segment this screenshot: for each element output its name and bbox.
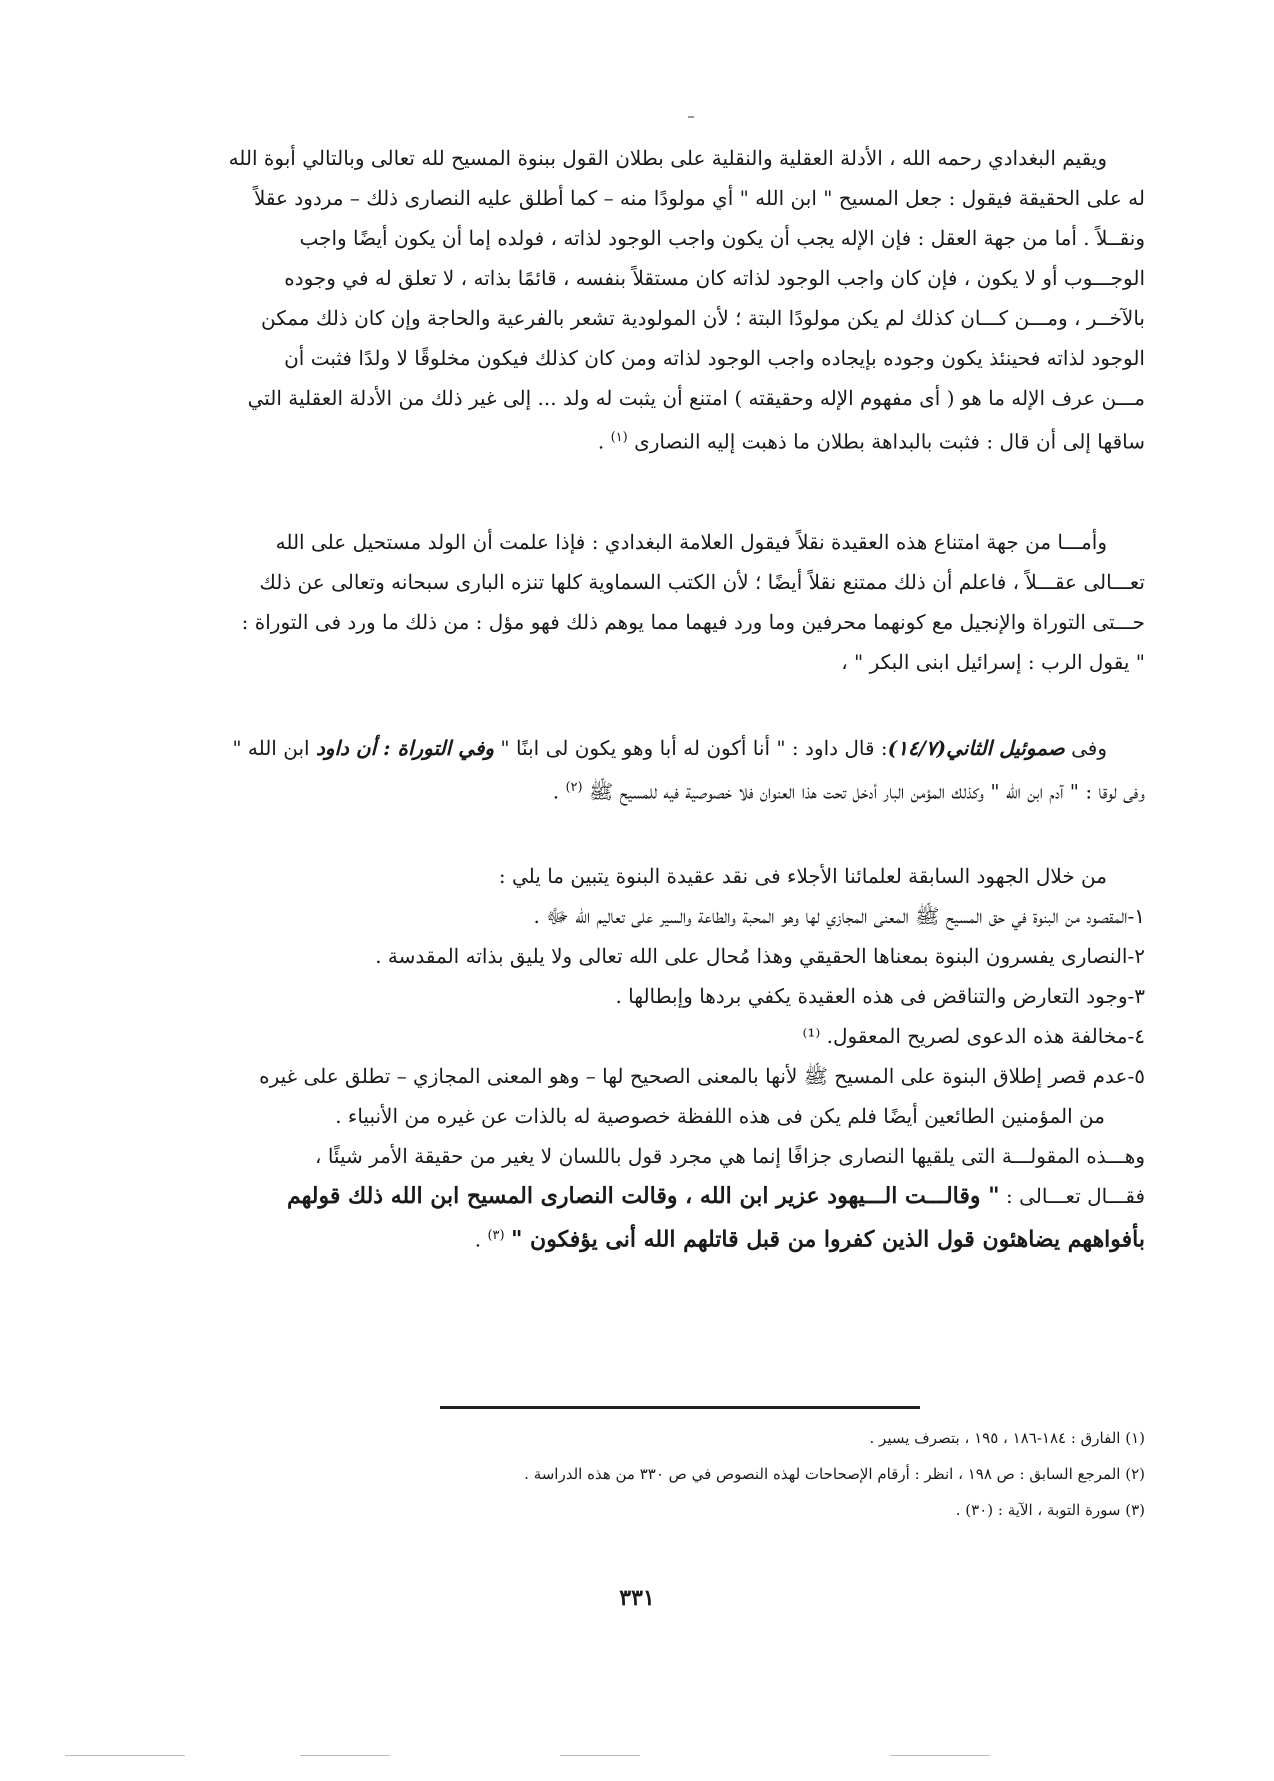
footnotes (145, 1420, 1145, 1528)
footnote-1: (١) الفارق : ١٨٤-١٨٦ ، ١٩٥ ، بتصرف يسير . (869, 1429, 1145, 1447)
footnote-ref-1: (١) (610, 430, 628, 445)
list-item: ٢-النصارى يفسرون البنوة بمعناها الحقيقي وهذا مُحال على الله تعالى ولا يليق بذاته المقدسة . (375, 944, 1145, 968)
closing-intro: فقـــال تعـــالى : (999, 1184, 1145, 1208)
paragraph-1-last-text: ساقها إلى أن قال : فثبت بالبداهة بطلان ما ذهبت إليه النصارى (634, 429, 1145, 454)
paragraph-3-text: وفى لوقا : " آدم ابن الله " وكذلك المؤمن البار أدخل تحت هذا العنوان فلا خصوصية فيه للمسيح ﷺ (588, 779, 1145, 804)
scan-edge-mark (300, 1755, 390, 1756)
scan-edge-mark (890, 1755, 990, 1756)
scan-edge-mark (560, 1755, 640, 1756)
paragraph-1-line: له على الحقيقة فيقول : جعل المسيح " ابن الله " أي مولودًا منه – كما أطلق عليه النصارى ذلك – مردود عقلاً (253, 186, 1145, 210)
paragraph-2-line: " يقول الرب : إسرائيل ابنى البكر " ، (841, 650, 1145, 674)
conclusion-intro: من خلال الجهود السابقة لعلمائنا الأجلاء فى نقد عقيدة البنوة يتبين ما يلي : (498, 864, 1107, 888)
footnote-3: (٣) سورة التوبة ، الآية : (٣٠) . (955, 1501, 1145, 1519)
paragraph-1 (145, 138, 1145, 462)
handwritten-annotation: صموئيل الثاني(١٤/٧) (887, 736, 1065, 760)
paragraph-1-line: الوجـــوب أو لا يكون ، فإن كان واجب الوجود لذاته كان مستقلاً بنفسه ، قائمًا بذاته ، لا تعلق له في وجوده (284, 266, 1145, 290)
footnote-ref-2: (٢) (565, 780, 583, 795)
paragraph-1-line: مـــن عرف الإله ما هو ( أى مفهوم الإله وحقيقته ) امتنع أن يثبت له ولد ... إلى غير ذلك من الأدلة العقلية التي (247, 386, 1145, 410)
page-number: ٣٣١ (619, 1585, 655, 1611)
paragraph-1-line: الوجود لذاته فحينئذ يكون وجوده بإيجاده واجب الوجود لذاته ومن كان كذلك فيكون مخلوقًا لا ولدًا فثبت أن (284, 346, 1145, 370)
list-item: ٤-مخالفة هذه الدعوى لصريح المعقول. ‎⁽¹⁾ (802, 1024, 1145, 1048)
closing-line-2 (145, 1176, 1145, 1216)
paragraph-3-text: : قال داود : " أنا أكون له أبا وهو يكون لى ابنًا " (494, 736, 888, 760)
footnote-2: (٢) المرجع السابق : ص ١٩٨ ، انظر : أرقام الإصحاحات لهذه النصوص في ص ٣٣٠ من هذه الدراسة . (524, 1465, 1145, 1483)
paragraph-3-end: . (552, 779, 560, 804)
paragraph-3-line-2 (145, 768, 1145, 812)
paragraph-2 (145, 522, 1145, 682)
list-item-continuation: من المؤمنين الطائعين أيضًا فلم يكن فى هذه اللفظة خصوصية له بالذات عن غيره من الأنبياء . (335, 1104, 1105, 1128)
closing-line-3 (145, 1216, 1145, 1260)
paragraph-3 (145, 728, 1145, 812)
handwritten-annotation: وفي التوراة : أن داود (315, 736, 495, 760)
paragraph-1-line (145, 418, 1145, 462)
paragraph-3-text: ابن الله " (232, 736, 316, 760)
footnote-separator (440, 1406, 920, 1409)
list-item: ٥-عدم قصر إطلاق البنوة على المسيح ﷺ لأنها بالمعنى الصحيح لها – وهو المعنى المجازي – تطلق على غيره (259, 1064, 1145, 1088)
paragraph-1-line: ويقيم البغدادي رحمه الله ، الأدلة العقلية والنقلية على بطلان القول ببنوة المسيح لله تعالى وبالتالي أبوة الله (228, 146, 1107, 170)
paragraph-1-end: . (597, 429, 605, 454)
quran-verse-part-2: بأفواههم يضاهئون قول الذين كفروا من قبل قاتلهم الله أنى يؤفكون " (510, 1226, 1145, 1253)
paragraph-1-line: بالآخــر ، ومـــن كـــان كذلك لم يكن مولودًا البتة ؛ لأن المولودية تشعر بالفرعية والحاجة وإن كان ذلك ممكن (260, 306, 1145, 330)
paragraph-3-text: وفى (1064, 736, 1107, 760)
verse-end: . (474, 1227, 482, 1252)
paragraph-3-line-1 (145, 728, 1145, 768)
conclusion-list (145, 856, 1145, 1260)
paragraph-2-line: وأمـــا من جهة امتناع هذه العقيدة نقلاً فيقول العلامة البغدادي : فإذا علمت أن الولد مستحيل على الله (275, 530, 1107, 554)
paragraph-1-line: ونقــلاً . أما من جهة العقل : فإن الإله يجب أن يكون واجب الوجود لذاته ، فولده إما أن يكون أيضًا واجب (299, 226, 1145, 250)
closing-line-1: وهـــذه المقولـــة التى يلقيها النصارى جزافًا إنما هي مجرد قول باللسان لا يغير من حقيقة الأمر شيئًا ، (315, 1144, 1145, 1168)
footnote-ref-3: (٣) (487, 1228, 505, 1243)
quran-verse-part-1: " وقالـــت الـــيهود عزير ابن الله ، وقالت النصارى المسيح ابن الله ذلك قولهم (287, 1183, 1000, 1209)
list-item: ٣-وجود التعارض والتناقض فى هذه العقيدة يكفي بردها وإبطالها . (615, 984, 1145, 1008)
paragraph-2-line: تعـــالى عقـــلاً ، فاعلم أن ذلك ممتنع نقلاً أيضًا ؛ لأن الكتب السماوية كلها تنزه البارى سبحانه وتعالى عن ذلك (259, 570, 1145, 594)
scan-speck (688, 116, 694, 118)
scan-edge-mark (65, 1755, 185, 1756)
list-item: ١-المقصود من البنوة في حق المسيح ﷺ المعنى المجازي لها وهو المحبة والطاعة والسير على تعاليم الله ﷻ . (533, 904, 1145, 928)
paragraph-2-line: حـــتى التوراة والإنجيل مع كونهما محرفين وما ورد فيهما مما يوهم ذلك فهو مؤل : من ذلك ما ورد فى التوراة : (241, 610, 1145, 634)
